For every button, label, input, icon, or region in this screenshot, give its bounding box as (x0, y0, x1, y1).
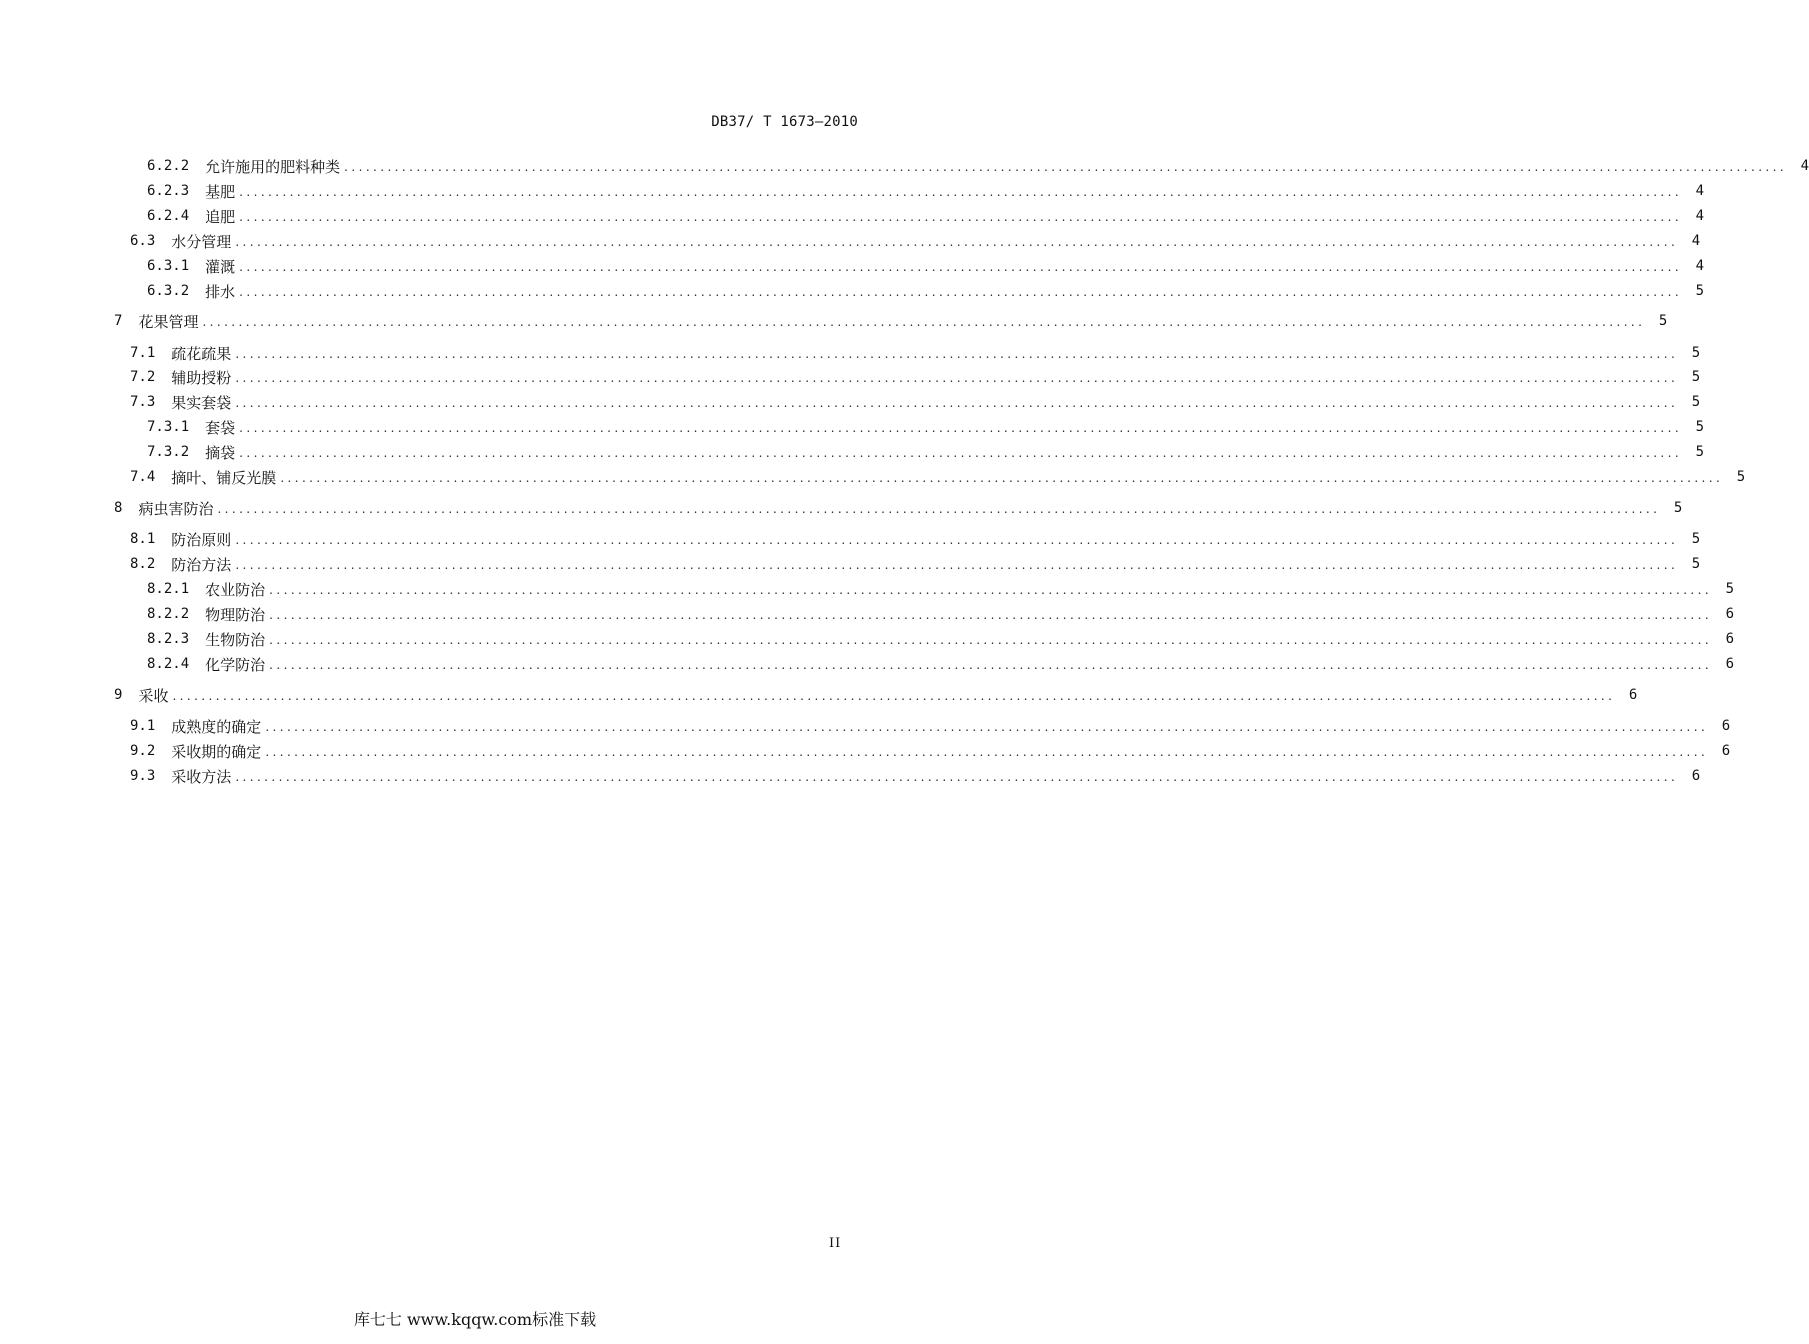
toc-entry-number: 9.3 (130, 768, 156, 784)
toc-entry-title: 农业防治 (205, 580, 266, 599)
toc-entry-title: 灌溉 (205, 257, 236, 276)
toc-entry-number: 8.2 (130, 556, 156, 572)
toc-entry-page: 6 (1725, 656, 1735, 672)
toc-entry-page: 5 (1658, 313, 1668, 329)
toc-entry-title: 防治方法 (171, 555, 232, 574)
toc-entry-number: 9.2 (130, 743, 156, 759)
toc-entry-title: 采收 (138, 686, 169, 705)
toc-entry[interactable] (0, 715, 1731, 737)
toc-dot-leader: ........................................................................................................................................................................................................ (269, 583, 1713, 597)
toc-entry-title: 生物防治 (205, 630, 266, 649)
toc-dot-leader: ........................................................................................................................................................................................................ (235, 770, 1679, 784)
toc-entry[interactable] (0, 553, 1701, 575)
toc-entry-page: 5 (1695, 283, 1705, 299)
toc-entry[interactable] (0, 441, 1705, 463)
toc-entry[interactable] (0, 628, 1735, 650)
toc-dot-leader: ........................................................................................................................................................................................................ (172, 689, 1616, 703)
toc-entry[interactable] (0, 342, 1701, 364)
toc-entry-title: 基肥 (205, 182, 236, 201)
toc-dot-leader: ........................................................................................................................................................................................................ (239, 210, 1683, 224)
toc-entry-page: 4 (1800, 158, 1809, 174)
toc-entry[interactable] (0, 255, 1705, 277)
toc-entry-page: 6 (1721, 718, 1731, 734)
page-number: II (829, 1236, 842, 1251)
toc-entry-number: 6.3.2 (147, 283, 190, 299)
toc-entry[interactable] (0, 280, 1705, 302)
toc-entry-title: 果实套袋 (171, 393, 232, 412)
toc-entry-number: 7.3.2 (147, 444, 190, 460)
toc-entry[interactable] (0, 740, 1731, 762)
toc-dot-leader: ........................................................................................................................................................................................................ (217, 502, 1661, 516)
toc-dot-leader: ........................................................................................................................................................................................................ (235, 347, 1679, 361)
toc-entry-title: 摘叶、铺反光膜 (171, 468, 277, 487)
toc-entry-page: 5 (1691, 369, 1701, 385)
toc-dot-leader: ........................................................................................................................................................................................................ (235, 371, 1679, 385)
toc-entry-number: 7 (114, 313, 123, 329)
toc-dot-leader: ........................................................................................................................................................................................................ (239, 446, 1683, 460)
toc-entry-title: 允许施用的肥料种类 (205, 157, 341, 176)
toc-entry-number: 8 (114, 500, 123, 516)
toc-entry-number: 6.3 (130, 233, 156, 249)
toc-entry-number: 6.2.2 (147, 158, 190, 174)
toc-entry-page: 5 (1691, 531, 1701, 547)
toc-entry-title: 追肥 (205, 207, 236, 226)
toc-entry-number: 6.3.1 (147, 258, 190, 274)
toc-entry-title: 摘袋 (205, 443, 236, 462)
toc-entry-page: 5 (1691, 345, 1701, 361)
toc-dot-leader: ........................................................................................................................................................................................................ (239, 285, 1683, 299)
footer-watermark: 库七七 www.kqqw.com标准下载 (353, 1310, 597, 1329)
toc-entry-page: 6 (1725, 631, 1735, 647)
toc-dot-leader: ........................................................................................................................................................................................................ (239, 185, 1683, 199)
toc-entry[interactable] (0, 155, 1809, 177)
toc-entry[interactable] (0, 416, 1705, 438)
toc-entry-title: 采收方法 (171, 767, 232, 786)
toc-dot-leader: ........................................................................................................................................................................................................ (235, 396, 1679, 410)
toc-entry[interactable] (0, 466, 1746, 488)
toc-entry[interactable] (0, 391, 1701, 413)
toc-entry[interactable] (0, 765, 1701, 787)
toc-entry-number: 8.2.2 (147, 606, 190, 622)
toc-entry-title: 病虫害防治 (138, 499, 214, 518)
toc-entry-page: 4 (1695, 258, 1705, 274)
toc-entry-page: 6 (1691, 768, 1701, 784)
toc-dot-leader: ........................................................................................................................................................................................................ (269, 633, 1713, 647)
document-code: DB37/ T 1673—2010 (711, 114, 858, 130)
toc-entry[interactable] (0, 497, 1683, 519)
toc-entry[interactable] (0, 230, 1701, 252)
toc-entry-number: 6.2.4 (147, 208, 190, 224)
toc-entry-title: 化学防治 (205, 655, 266, 674)
toc-entry-page: 5 (1725, 581, 1735, 597)
toc-entry-number: 7.4 (130, 469, 156, 485)
toc-entry-number: 8.2.3 (147, 631, 190, 647)
toc-entry[interactable] (0, 366, 1701, 388)
toc-entry[interactable] (0, 205, 1705, 227)
toc-entry-number: 7.3.1 (147, 419, 190, 435)
toc-entry-number: 7.1 (130, 345, 156, 361)
toc-dot-leader: ........................................................................................................................................................................................................ (239, 421, 1683, 435)
toc-entry-number: 6.2.3 (147, 183, 190, 199)
toc-entry-title: 采收期的确定 (171, 742, 262, 761)
toc-entry[interactable] (0, 684, 1638, 706)
toc-entry-page: 5 (1673, 500, 1683, 516)
toc-dot-leader: ........................................................................................................................................................................................................ (269, 608, 1713, 622)
toc-entry[interactable] (0, 653, 1735, 675)
toc-dot-leader: ........................................................................................................................................................................................................ (344, 160, 1788, 174)
toc-entry-title: 疏花疏果 (171, 344, 232, 363)
toc-entry-page: 5 (1695, 444, 1705, 460)
toc-entry-page: 4 (1695, 183, 1705, 199)
toc-entry-page: 6 (1628, 687, 1638, 703)
toc-entry-page: 5 (1736, 469, 1746, 485)
toc-entry-page: 6 (1725, 606, 1735, 622)
toc-entry-page: 4 (1691, 233, 1701, 249)
toc-entry-title: 排水 (205, 282, 236, 301)
toc-entry-number: 8.2.1 (147, 581, 190, 597)
toc-dot-leader: ........................................................................................................................................................................................................ (235, 235, 1679, 249)
toc-dot-leader: ........................................................................................................................................................................................................ (265, 745, 1709, 759)
toc-dot-leader: ........................................................................................................................................................................................................ (235, 533, 1679, 547)
toc-entry[interactable] (0, 528, 1701, 550)
toc-entry-title: 成熟度的确定 (171, 717, 262, 736)
toc-entry-title: 防治原则 (171, 530, 232, 549)
toc-entry-title: 辅助授粉 (171, 368, 232, 387)
toc-dot-leader: ........................................................................................................................................................................................................ (235, 558, 1679, 572)
toc-dot-leader: ........................................................................................................................................................................................................ (239, 260, 1683, 274)
toc-entry-page: 5 (1695, 419, 1705, 435)
toc-dot-leader: ........................................................................................................................................................................................................ (202, 315, 1646, 329)
toc-entry-number: 8.2.4 (147, 656, 190, 672)
toc-entry[interactable] (0, 603, 1735, 625)
toc-dot-leader: ........................................................................................................................................................................................................ (280, 471, 1724, 485)
toc-entry-number: 7.3 (130, 394, 156, 410)
toc-entry-page: 6 (1721, 743, 1731, 759)
toc-entry-title: 物理防治 (205, 605, 266, 624)
toc-entry-number: 9 (114, 687, 123, 703)
toc-entry-number: 7.2 (130, 369, 156, 385)
toc-dot-leader: ........................................................................................................................................................................................................ (265, 720, 1709, 734)
toc-entry[interactable] (0, 310, 1668, 332)
toc-entry-number: 8.1 (130, 531, 156, 547)
toc-dot-leader: ........................................................................................................................................................................................................ (269, 658, 1713, 672)
toc-entry-page: 4 (1695, 208, 1705, 224)
toc-entry-number: 9.1 (130, 718, 156, 734)
toc-entry-page: 5 (1691, 394, 1701, 410)
toc-entry-title: 水分管理 (171, 232, 232, 251)
toc-entry-page: 5 (1691, 556, 1701, 572)
toc-entry[interactable] (0, 578, 1735, 600)
toc-entry-title: 套袋 (205, 418, 236, 437)
toc-entry-title: 花果管理 (138, 312, 199, 331)
toc-entry[interactable] (0, 180, 1705, 202)
